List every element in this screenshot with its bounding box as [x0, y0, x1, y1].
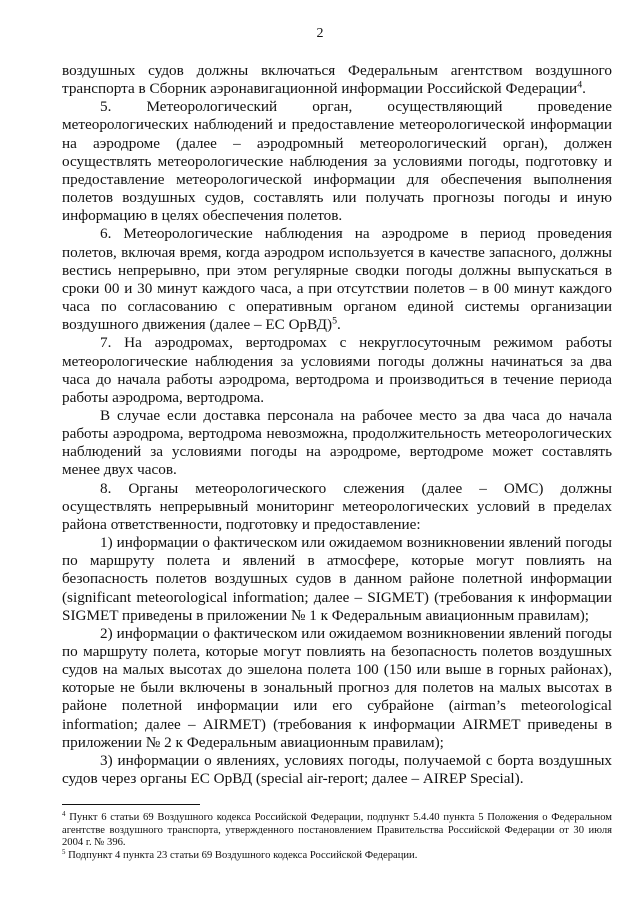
- footnotes: [62, 812, 612, 862]
- paragraph-item-8: 8. Органы метеорологического слежения (далее – ОМС) должны осуществлять непрерывный мониторинг метеорологических условий в пределах района ответственности, подготовку и предоставление:: [62, 479, 612, 533]
- footnote-divider: [62, 804, 200, 805]
- footnote-number: 5: [62, 849, 66, 856]
- paragraph-item-5: 5. Метеорологический орган, осуществляющий проведение метеорологических наблюдений и предоставление метеорологической информации на аэродроме (далее – аэродромный метеорологический орган), должен осуществлять метеорологические наблюдения за условиями погоды, подготовку и предоставление метеорологической информации для обеспечения выполнения полетов воздушных судов, составлять или получать прогнозы погоды и иную информацию в целях обеспечения полетов.: [62, 98, 612, 225]
- footnote-4: [62, 812, 612, 850]
- paragraph-text: воздушных судов должны включаться Федеральным агентством воздушного транспорта в Сборник аэронавигационной информации Российской Федерации: [62, 62, 612, 98]
- footnote-number: 4: [62, 811, 66, 819]
- paragraph-item-7-continuation: В случае если доставка персонала на рабочее место за два часа до начала работы аэродрома, вертодрома невозможна, продолжительность метеорологических наблюдений за условиями погоды на аэродроме, вертодроме может составлять менее двух часов.: [62, 406, 612, 479]
- page-number: 2: [316, 26, 324, 41]
- paragraph-item-6: [62, 225, 612, 334]
- paragraph-tail: .: [582, 80, 586, 98]
- footnote-text: Пункт 6 статьи 69 Воздушного кодекса Российской Федерации, подпункт 5.4.40 пункта 5 Положения о Федеральном агентстве воздушного транспорта, утвержденного постановлением Правительства Российской Федерации от 30 июля 2004 г. № 396.: [62, 812, 612, 849]
- footnote-5: [62, 850, 612, 863]
- footnote-ref: 4: [577, 79, 583, 91]
- subitem-1-sigmet: 1) информации о фактическом или ожидаемом возникновении явлений погоды по маршруту полета и явлений в атмосфере, которые могут повлиять на безопасность полетов воздушных судов в данном районе полетной информации (significant meteorological information; далее – SIGMET) (требования к информации SIGMET приведены в приложении № 1 к Федеральным авиационным правилам);: [62, 534, 612, 624]
- subitem-3-airep: 3) информации о явлениях, условиях погоды, получаемой с борта воздушных судов через органы ЕС ОрВД (special air-report; далее – AIREP Special).: [62, 751, 612, 788]
- paragraph-continuation: [62, 62, 612, 98]
- document-body: [62, 62, 612, 788]
- subitem-2-airmet: 2) информации о фактическом или ожидаемом возникновении явлений погоды по маршруту полета, которые могут повлиять на безопасность полетов воздушных судов на малых высотах до эшелона полета 100 (150 или выше в горных районах), которые не были включены в зональный прогноз для полетов на малых высотах в районе полетной информации или его субрайоне (airman’s meteorological information; далее – AIRMET) (требования к информации AIRMET приведены в приложении № 2 к Федеральным авиационным правилам);: [62, 624, 612, 751]
- footnote-text: Подпункт 4 пункта 23 статьи 69 Воздушного кодекса Российской Федерации.: [65, 849, 418, 861]
- paragraph-item-7: 7. На аэродромах, вертодромах с некруглосуточным режимом работы метеорологические наблюдения за условиями погоды должны начинаться за два часа до начала работы аэродрома, вертодрома и производиться в течение периода работы аэродрома, вертодрома.: [62, 334, 612, 406]
- paragraph-text: 6. Метеорологические наблюдения на аэродроме в период проведения полетов, включая время, когда аэродром используется в качестве запасного, должны вестись непрерывно, при этом регулярные сводки погоды должны выпускаться в сроки 00 и 30 минут каждого часа, а при отсутствии полетов – в 00 минут каждого часа по согласованию с оперативным органом единой системы организации воздушного движения (далее – ЕС ОрВД): [62, 225, 612, 334]
- paragraph-tail: .: [337, 316, 341, 334]
- footnote-ref: 5: [332, 315, 338, 327]
